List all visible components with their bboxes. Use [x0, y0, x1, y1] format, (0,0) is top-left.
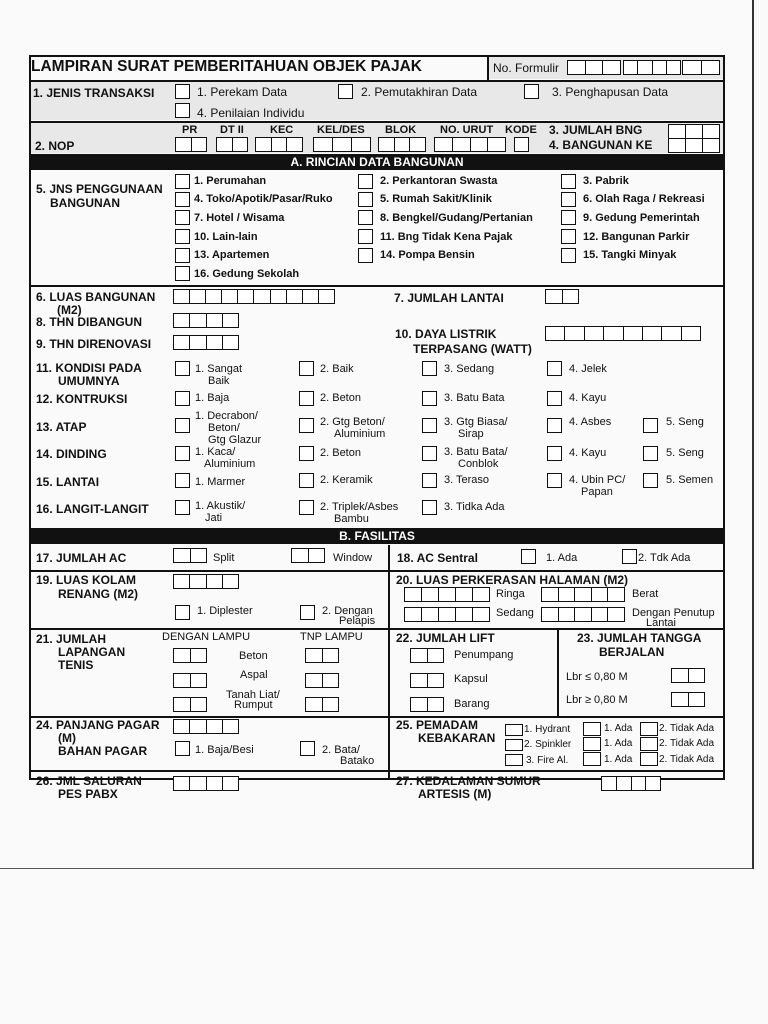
pemutakhiran-data-label: 2. Pemutakhiran Data [361, 85, 478, 99]
tenis-label-3: TENIS [58, 658, 94, 672]
perkerasan-penutup-box[interactable] [541, 607, 625, 622]
ac-sentral-label: 18. AC Sentral [397, 551, 478, 565]
tenis-tanah-label-2: Rumput [234, 699, 273, 711]
penggunaan-checkbox-4[interactable] [175, 192, 190, 207]
atap-checkbox-4[interactable] [547, 418, 562, 433]
jenis-transaksi-label: 1. JENIS TRANSAKSI [33, 86, 155, 100]
hydrant-checkbox[interactable] [505, 724, 523, 736]
no-formulir-box-2[interactable] [623, 60, 681, 75]
ac-window-box[interactable] [291, 548, 325, 563]
tenis-beton-label: Beton [239, 650, 268, 662]
lantai-label-2: 2. Keramik [320, 474, 373, 486]
pabx-label: 26. JML SALURAN [36, 774, 142, 788]
nop-kode: KODE [505, 124, 537, 136]
nop-urut-box[interactable] [434, 137, 506, 152]
penggunaan-label-4: 4. Toko/Apotik/Pasar/Ruko [194, 193, 333, 205]
penggunaan-label-11: 11. Bng Tidak Kena Pajak [380, 231, 513, 243]
atap-label-1a: 1. Decrabon/ [195, 410, 258, 422]
hydrant-tidak-label: 2. Tidak Ada [659, 723, 715, 734]
kondisi-label-4: 4. Jelek [569, 363, 607, 375]
kondisi-checkbox-2[interactable] [299, 361, 314, 376]
spinkler-tidak-label: 2. Tidak Ada [659, 738, 715, 749]
penggunaan-checkbox-10[interactable] [175, 229, 190, 244]
ac-split-label: Split [213, 552, 235, 564]
lift-barang-label: Barang [454, 698, 490, 710]
atap-label-4: 4. Asbes [569, 416, 612, 428]
atap-label-3a: 3. Gtg Biasa/ [444, 416, 508, 428]
nop-dt: DT II [220, 124, 244, 136]
perkerasan-berat-box[interactable] [541, 587, 625, 602]
luas-bangunan-box[interactable] [173, 289, 335, 304]
tenis-aspal-tanpa-box[interactable] [305, 673, 339, 688]
spinkler-tidak-checkbox[interactable] [640, 737, 658, 751]
lift-penumpang-label: Penumpang [454, 649, 514, 661]
kondisi-checkbox-1[interactable] [175, 361, 190, 376]
nop-label: 2. NOP [35, 139, 75, 153]
spinkler-ada-label: 1. Ada [604, 738, 633, 749]
tenis-label-2: LAPANGAN [58, 645, 126, 659]
thn-direnovasi-label: 9. THN DIRENOVASI [36, 337, 152, 351]
lantai-checkbox-1[interactable] [175, 473, 190, 488]
kolam-pelapis-label-2: Pelapis [339, 615, 376, 627]
page-edge-right [752, 0, 754, 869]
penggunaan-checkbox-1[interactable] [175, 174, 190, 189]
lantai-label-4a: 4. Ubin PC/ [569, 474, 626, 486]
ac-split-box[interactable] [173, 548, 207, 563]
lift-kapsul-box[interactable] [410, 673, 444, 688]
penghapusan-data-checkbox[interactable] [524, 84, 539, 99]
dinding-label-1b: Aluminium [204, 458, 256, 470]
penggunaan-checkbox-16[interactable] [175, 266, 190, 281]
pemutakhiran-data-checkbox[interactable] [338, 84, 353, 99]
daya-listrik-box[interactable] [545, 326, 701, 341]
penggunaan-checkbox-12[interactable] [561, 229, 576, 244]
hydrant-ada-label: 1. Ada [604, 723, 633, 734]
daya-listrik-label-2: TERPASANG (WATT) [413, 342, 532, 356]
perkerasan-penutup-label: Dengan Penutup [632, 607, 715, 619]
atap-label: 13. ATAP [36, 420, 87, 434]
penggunaan-label-6: 6. Olah Raga / Rekreasi [583, 193, 705, 205]
spinkler-label: 2. Spinkler [524, 739, 572, 750]
jumlah-ac-label: 17. JUMLAH AC [36, 551, 127, 565]
pagar-bata-label-2: Batako [340, 755, 375, 767]
no-formulir-box-1[interactable] [567, 60, 621, 75]
sumur-label-2: ARTESIS (M) [418, 787, 492, 801]
atap-checkbox-5[interactable] [643, 418, 658, 433]
atap-checkbox-1[interactable] [175, 418, 190, 433]
thn-direnovasi-box[interactable] [173, 335, 239, 350]
atap-label-2a: 2. Gtg Beton/ [320, 416, 385, 428]
lantai-label-5: 5. Semen [666, 474, 714, 486]
no-formulir-label: No. Formulir [493, 61, 560, 75]
dinding-label-3b: Conblok [458, 458, 499, 470]
dinding-label-2: 2. Beton [320, 447, 361, 459]
pagar-label-2: (M) [58, 731, 76, 745]
bangunan-ke-box[interactable] [668, 138, 720, 153]
fire-alarm-tidak-label: 2. Tidak Ada [659, 754, 715, 765]
dinding-checkbox-5[interactable] [643, 446, 658, 461]
lantai-checkbox-5[interactable] [643, 473, 658, 488]
fire-alarm-ada-checkbox[interactable] [583, 752, 601, 766]
daya-listrik-label: 10. DAYA LISTRIK [395, 327, 497, 341]
pagar-label: 24. PANJANG PAGAR [36, 718, 160, 732]
lantai-label: 15. LANTAI [36, 475, 100, 489]
perekam-data-checkbox[interactable] [175, 84, 190, 99]
kolam-label-2: RENANG (M2) [58, 587, 138, 601]
jumlah-bng-box[interactable] [668, 124, 720, 139]
lantai-checkbox-2[interactable] [299, 473, 314, 488]
hydrant-ada-checkbox[interactable] [583, 722, 601, 736]
ac-sentral-tdk-label: 2. Tdk Ada [638, 552, 691, 564]
ac-sentral-ada-label: 1. Ada [546, 552, 578, 564]
penggunaan-label-3: 3. Pabrik [583, 175, 629, 187]
ac-window-label: Window [333, 552, 373, 564]
dinding-label-4: 4. Kayu [569, 447, 607, 459]
jumlah-lantai-label: 7. JUMLAH LANTAI [394, 291, 504, 305]
kolam-luas-box[interactable] [173, 574, 239, 589]
hydrant-label: 1. Hydrant [524, 724, 571, 735]
jumlah-lantai-box[interactable] [545, 289, 579, 304]
lantai-label-4b: Papan [581, 486, 613, 498]
langit-label-2b: Bambu [334, 513, 369, 525]
penggunaan-label-7: 7. Hotel / Wisama [194, 212, 285, 224]
atap-label-3b: Sirap [458, 428, 484, 440]
konstruksi-label-2: 2. Beton [320, 392, 361, 404]
penggunaan-label-10: 10. Lain-lain [194, 231, 258, 243]
sumur-label: 27. KEDALAMAN SUMUR [396, 774, 541, 788]
penghapusan-data-label: 3. Penghapusan Data [552, 85, 669, 99]
fire-alarm-ada-label: 1. Ada [604, 754, 633, 765]
kondisi-label-1b: Baik [208, 375, 230, 387]
jns-penggunaan-label: 5. JNS PENGGUNAAN [36, 182, 163, 196]
konstruksi-label-3: 3. Batu Bata [444, 392, 505, 404]
page-edge-bottom [0, 868, 752, 869]
perkerasan-penutup-label-2: Lantai [646, 617, 676, 629]
nop-blok-box[interactable] [378, 137, 426, 152]
tenis-beton-tanpa-box[interactable] [305, 648, 339, 663]
nop-dt-box[interactable] [216, 137, 248, 152]
penggunaan-label-13: 13. Apartemen [194, 249, 270, 261]
pemadam-label: 25. PEMADAM [396, 718, 479, 732]
tangga-lbr1-label: Lbr ≤ 0,80 M [566, 671, 628, 683]
pabx-label-2: PES PABX [58, 787, 118, 801]
perkerasan-berat-label: Berat [632, 588, 659, 600]
perkerasan-label: 20. LUAS PERKERASAN HALAMAN (M2) [396, 573, 629, 587]
konstruksi-label-4: 4. Kayu [569, 392, 607, 404]
penggunaan-label-15: 15. Tangki Minyak [583, 249, 677, 261]
nop-kec-box[interactable] [255, 137, 303, 152]
langit-label-1a: 1. Akustik/ [195, 500, 246, 512]
kondisi-label-1a: 1. Sangat [195, 363, 243, 375]
dinding-checkbox-3[interactable] [422, 446, 437, 461]
nop-blok: BLOK [385, 124, 417, 136]
kolam-diplester-checkbox[interactable] [175, 605, 190, 620]
tenis-aspal-dengan-box[interactable] [173, 673, 207, 688]
penggunaan-label-16: 16. Gedung Sekolah [194, 268, 300, 280]
nop-keldes: KEL/DES [317, 124, 365, 136]
tenis-tanah-dengan-box[interactable] [173, 697, 207, 712]
langit-label-3: 3. Tidka Ada [444, 501, 505, 513]
ac-sentral-ada-checkbox[interactable] [521, 549, 536, 564]
spinkler-ada-checkbox[interactable] [583, 737, 601, 751]
pagar-baja-checkbox[interactable] [175, 741, 190, 756]
tangga-label: 23. JUMLAH TANGGA [577, 631, 702, 645]
penilaian-individu-checkbox[interactable] [175, 103, 190, 118]
kolam-diplester-label: 1. Diplester [197, 605, 253, 617]
konstruksi-checkbox-3[interactable] [422, 391, 437, 406]
atap-checkbox-3[interactable] [422, 418, 437, 433]
dinding-label-1a: 1. Kaca/ [195, 446, 236, 458]
perkerasan-sedang-label: Sedang [496, 607, 534, 619]
luas-bangunan-unit: (M2) [57, 303, 82, 317]
lift-barang-box[interactable] [410, 697, 444, 712]
dinding-checkbox-2[interactable] [299, 446, 314, 461]
fire-alarm-tidak-checkbox[interactable] [640, 752, 658, 766]
tenis-tanah-tanpa-box[interactable] [305, 697, 339, 712]
hydrant-tidak-checkbox[interactable] [640, 722, 658, 736]
pemadam-label-2: KEBAKARAN [418, 731, 496, 745]
lantai-label-3: 3. Teraso [444, 474, 490, 486]
penggunaan-label-2: 2. Perkantoran Swasta [380, 175, 498, 187]
langit-checkbox-1[interactable] [175, 500, 190, 515]
perkerasan-ringan-label: Ringa [496, 588, 525, 600]
atap-label-1c: Gtg Glazur [208, 434, 262, 446]
lantai-label-1: 1. Marmer [195, 476, 246, 488]
penggunaan-label-12: 12. Bangunan Parkir [583, 231, 690, 243]
perkerasan-sedang-box[interactable] [404, 607, 490, 622]
pagar-bata-checkbox[interactable] [300, 741, 315, 756]
tenis-beton-dengan-box[interactable] [173, 648, 207, 663]
penggunaan-checkbox-14[interactable] [358, 248, 373, 263]
kondisi-label-2b: 2. Baik [320, 363, 354, 375]
penggunaan-checkbox-9[interactable] [561, 210, 576, 225]
penggunaan-checkbox-3[interactable] [561, 174, 576, 189]
kondisi-checkbox-3[interactable] [422, 361, 437, 376]
langit-label-2a: 2. Triplek/Asbes [320, 501, 399, 513]
tangga-lbr1-box[interactable] [671, 668, 705, 683]
penggunaan-label-14: 14. Pompa Bensin [380, 249, 475, 261]
tenis-aspal-label: Aspal [240, 669, 268, 681]
penggunaan-checkbox-15[interactable] [561, 248, 576, 263]
thn-dibangun-label: 8. THN DIBANGUN [36, 315, 143, 329]
kondisi-label-3: 3. Sedang [444, 363, 495, 375]
section-a-header: A. RINCIAN DATA BANGUNAN [31, 154, 723, 170]
tenis-label: 21. JUMLAH [36, 632, 107, 646]
nop-pr-box[interactable] [175, 137, 207, 152]
atap-label-1b: Beton/ [208, 422, 240, 434]
nop-kel-box[interactable] [313, 137, 371, 152]
atap-checkbox-2[interactable] [299, 418, 314, 433]
dinding-label: 14. DINDING [36, 447, 107, 461]
langit-checkbox-3[interactable] [422, 500, 437, 515]
tenis-dengan-lampu-label: DENGAN LAMPU [162, 631, 251, 643]
tenis-tanah-label: Tanah Liat/ [226, 689, 280, 701]
no-formulir-box-3[interactable] [682, 60, 720, 75]
dinding-label-3a: 3. Batu Bata/ [444, 446, 508, 458]
penggunaan-checkbox-13[interactable] [175, 248, 190, 263]
lift-kapsul-label: Kapsul [454, 673, 488, 685]
fire-alarm-checkbox[interactable] [505, 754, 523, 766]
pagar-panjang-box[interactable] [173, 719, 239, 734]
konstruksi-checkbox-1[interactable] [175, 391, 190, 406]
tenis-tanpa-lampu-label: TNP LAMPU [300, 631, 363, 643]
fire-alarm-label: 3. Fire Al. [526, 755, 569, 766]
spinkler-checkbox[interactable] [505, 739, 523, 751]
konstruksi-checkbox-4[interactable] [547, 391, 562, 406]
lift-label: 22. JUMLAH LIFT [396, 631, 495, 645]
form-title: LAMPIRAN SURAT PEMBERITAHUAN OBJEK PAJAK [31, 58, 422, 75]
thn-dibangun-box[interactable] [173, 313, 239, 328]
perkerasan-ringan-box[interactable] [404, 587, 490, 602]
penggunaan-label-8: 8. Bengkel/Gudang/Pertanian [380, 212, 533, 224]
langit-label: 16. LANGIT-LANGIT [36, 502, 149, 516]
kondisi-checkbox-4[interactable] [547, 361, 562, 376]
kolam-pelapis-checkbox[interactable] [300, 605, 315, 620]
dinding-checkbox-4[interactable] [547, 446, 562, 461]
dinding-label-5: 5. Seng [666, 447, 704, 459]
ac-sentral-tdk-checkbox[interactable] [622, 549, 637, 564]
penggunaan-checkbox-6[interactable] [561, 192, 576, 207]
nop-pr: PR [182, 124, 198, 136]
konstruksi-checkbox-2[interactable] [299, 391, 314, 406]
pagar-baja-label: 1. Baja/Besi [195, 744, 254, 756]
jns-penggunaan-label-2: BANGUNAN [50, 196, 120, 210]
sumur-box[interactable] [601, 776, 661, 791]
langit-checkbox-2[interactable] [299, 500, 314, 515]
atap-label-2b: Aluminium [334, 428, 386, 440]
penggunaan-checkbox-5[interactable] [358, 192, 373, 207]
konstruksi-label: 12. KONTRUKSI [36, 392, 128, 406]
penggunaan-checkbox-2[interactable] [358, 174, 373, 189]
atap-label-5: 5. Seng [666, 416, 704, 428]
dinding-checkbox-1[interactable] [175, 446, 190, 461]
kolam-label: 19. LUAS KOLAM [36, 573, 137, 587]
jumlah-bng-label: 3. JUMLAH BNG [549, 123, 643, 137]
nop-kec: KEC [270, 124, 294, 136]
bangunan-ke-label: 4. BANGUNAN KE [549, 138, 653, 152]
nop-kode-box[interactable] [514, 137, 529, 152]
luas-bangunan-label: 6. LUAS BANGUNAN [36, 290, 156, 304]
penggunaan-checkbox-7[interactable] [175, 210, 190, 225]
pagar-bata-label: 2. Bata/ [322, 744, 360, 756]
lantai-checkbox-3[interactable] [422, 473, 437, 488]
langit-label-1b: Jati [205, 512, 223, 524]
pagar-label-3: BAHAN PAGAR [58, 744, 148, 758]
penilaian-individu-label: 4. Penilaian Individu [197, 106, 305, 120]
lift-penumpang-box[interactable] [410, 648, 444, 663]
konstruksi-label-1: 1. Baja [195, 392, 230, 404]
section-b-header: B. FASILITAS [31, 528, 723, 544]
kolam-pelapis-label: 2. Dengan [322, 605, 373, 617]
tangga-label-2: BERJALAN [599, 645, 665, 659]
penggunaan-label-9: 9. Gedung Pemerintah [583, 212, 700, 224]
nop-urut: NO. URUT [440, 124, 494, 136]
penggunaan-label-5: 5. Rumah Sakit/Klinik [380, 193, 492, 205]
tangga-lbr2-label: Lbr ≥ 0,80 M [566, 694, 628, 706]
kondisi-label: 11. KONDISI PADA [36, 361, 142, 375]
kondisi-label-2: UMUMNYA [58, 374, 120, 388]
penggunaan-checkbox-11[interactable] [358, 229, 373, 244]
penggunaan-label-1: 1. Perumahan [194, 175, 267, 187]
penggunaan-checkbox-8[interactable] [358, 210, 373, 225]
tangga-lbr2-box[interactable] [671, 692, 705, 707]
lantai-checkbox-4[interactable] [547, 473, 562, 488]
pabx-box[interactable] [173, 776, 239, 791]
perekam-data-label: 1. Perekam Data [197, 85, 288, 99]
